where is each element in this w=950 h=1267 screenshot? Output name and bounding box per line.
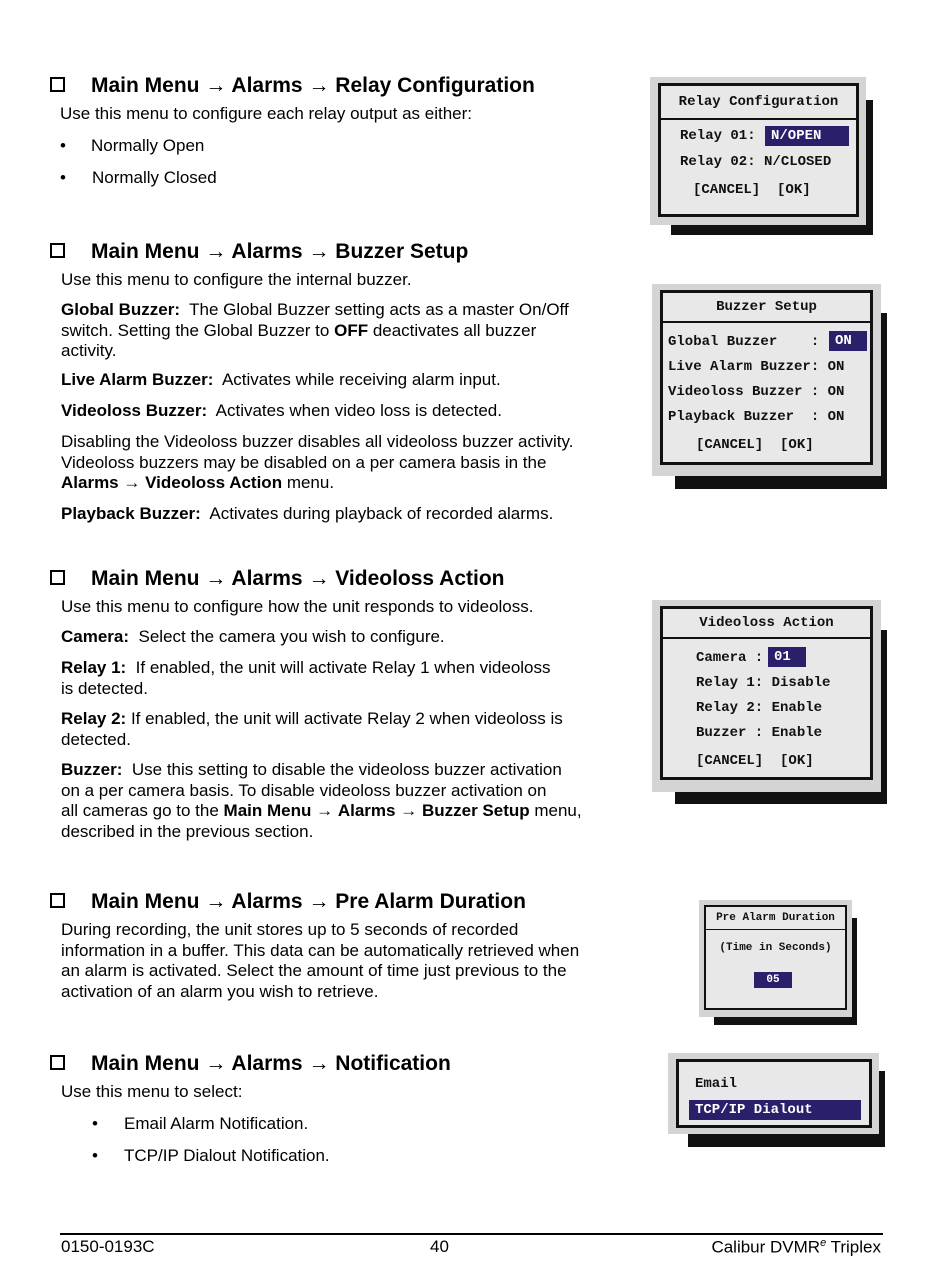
- footer-divider: [60, 1233, 883, 1235]
- checkbox-square-icon: [50, 1055, 65, 1070]
- list-item: • Normally Closed: [60, 168, 217, 187]
- product-name: Calibur DVMR$^e$ Triplex: [711, 1237, 881, 1257]
- relay1-desc: Relay 1: If enabled, the unit will activate Relay 1 when videoloss is detected.: [61, 658, 551, 698]
- live-alarm-buzzer-desc: Live Alarm Buzzer: Activates while receiving alarm input.: [61, 370, 501, 389]
- videoloss-intro: Use this menu to configure how the unit responds to videoloss.: [61, 597, 534, 616]
- list-item: • Normally Open: [60, 136, 205, 155]
- buzzer-heading: Main Menu → Alarms → Buzzer Setup: [50, 240, 468, 264]
- panel-title: Buzzer Setup: [663, 297, 870, 323]
- videoloss-buzzer-setting-desc: Buzzer: Use this setting to disable the videoloss buzzer activation on a per camera basis. To disable videoloss buzzer activation on all cameras go to the Main Menu → Alarms → Buzzer Setup menu, described in the previous section.: [61, 760, 582, 841]
- live-alarm-buzzer-row[interactable]: Live Alarm Buzzer: ON: [668, 359, 845, 375]
- panel-title: Pre Alarm Duration: [706, 909, 845, 930]
- prealarm-value[interactable]: 05: [754, 972, 792, 988]
- cancel-ok-buttons[interactable]: [CANCEL] [OK]: [696, 437, 814, 453]
- relay-01-label: Relay 01:: [680, 128, 756, 144]
- checkbox-square-icon: [50, 77, 65, 92]
- relay-01-value[interactable]: N/OPEN: [765, 126, 849, 146]
- list-item: • TCP/IP Dialout Notification.: [92, 1146, 330, 1165]
- relay2-row[interactable]: Relay 2: Enable: [696, 700, 823, 716]
- panel-title: Relay Configuration: [661, 92, 856, 120]
- relay2-desc: Relay 2: If enabled, the unit will activate Relay 2 when videoloss is detected.: [61, 709, 563, 749]
- list-item: • Email Alarm Notification.: [92, 1114, 309, 1133]
- playback-buzzer-desc: Playback Buzzer: Activates during playback of recorded alarms.: [61, 504, 554, 523]
- prealarm-desc: During recording, the unit stores up to 5 seconds of recorded information in a buffer. This data can be automatically retrieved when an alarm is activated. Select the amount of time just previous to the activation of an alarm you wish to retrieve.: [61, 920, 580, 1001]
- buzzer-row[interactable]: Buzzer : Enable: [696, 725, 823, 741]
- panel-title: Videoloss Action: [663, 613, 870, 639]
- global-buzzer-label: Global Buzzer :: [668, 334, 820, 350]
- global-buzzer-value[interactable]: ON: [829, 331, 867, 351]
- checkbox-square-icon: [50, 243, 65, 258]
- prealarm-heading: Main Menu → Alarms → Pre Alarm Duration: [50, 890, 526, 914]
- doc-number: 0150-0193C: [61, 1237, 155, 1256]
- notification-intro: Use this menu to select:: [61, 1082, 243, 1101]
- videoloss-heading: Main Menu → Alarms → Videoloss Action: [50, 567, 505, 591]
- camera-desc: Camera: Select the camera you wish to configure.: [61, 627, 445, 646]
- notification-heading: Main Menu → Alarms → Notification: [50, 1052, 451, 1076]
- global-buzzer-desc: Global Buzzer: The Global Buzzer setting acts as a master On/Off switch. Setting the Global Buzzer to OFF deactivates all buzzer activity.: [61, 300, 569, 360]
- relay-02-row[interactable]: Relay 02: N/CLOSED: [680, 154, 832, 170]
- cancel-ok-buttons[interactable]: [CANCEL] [OK]: [696, 753, 814, 769]
- checkbox-square-icon: [50, 893, 65, 908]
- camera-value[interactable]: 01: [768, 647, 806, 667]
- time-in-seconds-label: (Time in Seconds): [719, 942, 832, 954]
- checkbox-square-icon: [50, 570, 65, 585]
- videoloss-buzzer-desc: Videoloss Buzzer: Activates when video loss is detected.: [61, 401, 502, 420]
- cancel-ok-buttons[interactable]: [CANCEL] [OK]: [693, 182, 811, 198]
- relay1-row[interactable]: Relay 1: Disable: [696, 675, 831, 691]
- buzzer-intro: Use this menu to configure the internal buzzer.: [61, 270, 412, 289]
- relay-intro: Use this menu to configure each relay output as either:: [60, 104, 473, 123]
- playback-buzzer-row[interactable]: Playback Buzzer : ON: [668, 409, 845, 425]
- tcpip-dialout-option[interactable]: TCP/IP Dialout: [689, 1100, 861, 1120]
- videoloss-buzzer-row[interactable]: Videoloss Buzzer : ON: [668, 384, 845, 400]
- page-number: 40: [430, 1237, 449, 1256]
- email-option[interactable]: Email: [695, 1076, 738, 1092]
- videoloss-disable-desc: Disabling the Videoloss buzzer disables all videoloss buzzer activity. Videoloss buzzers may be disabled on a per camera basis in the Alarms → Videoloss Action menu.: [61, 432, 574, 492]
- camera-label: Camera :: [696, 650, 764, 666]
- relay-heading: Main Menu → Alarms → Relay Configuration: [50, 74, 535, 98]
